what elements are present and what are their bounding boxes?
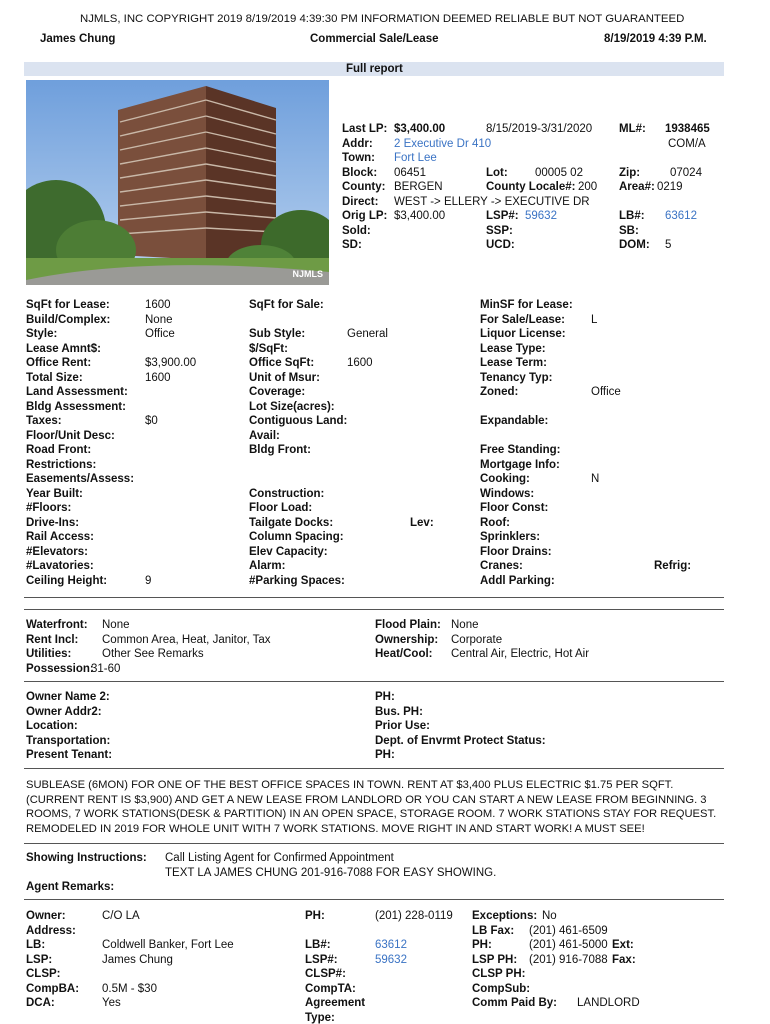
feature-value: Other See Remarks [102,648,204,660]
feature-label: Heat/Cool: [375,648,433,660]
detail-label: #Parking Spaces: [249,574,345,587]
county-locale-value: 200 [578,181,598,193]
detail-value [145,443,196,458]
detail-label: Road Front: [26,444,92,456]
detail-value: None [145,313,173,326]
showing-line-2: TEXT LA JAMES CHUNG 201-916-7088 FOR EASY SHOWING. [165,866,497,879]
divider [24,609,724,610]
detail-value [591,342,621,357]
feature-label: Ownership: [375,633,439,646]
divider [24,597,724,598]
detail-value [145,429,196,444]
detail-label: Office SqFt: [249,357,315,369]
detail-value: $0 [145,415,158,427]
feature-label: Utilities: [26,648,72,660]
owner-label: Owner Name 2: [26,691,110,703]
detail-value [347,400,388,415]
detail-value [347,472,388,487]
detail-label: Mortgage Info: [480,458,560,471]
footer-label: Exceptions: [472,910,538,922]
possession-value: 31-60 [91,662,121,675]
feature-label: Possession: [26,662,94,675]
footer-label: CompSub: [472,982,531,995]
footer-value: James Chung [102,953,173,966]
detail-value [591,356,621,371]
detail-value: General [347,328,388,340]
dom-label: DOM: [619,239,650,251]
photo-watermark: NJMLS [292,269,323,279]
detail-value [347,443,388,458]
lot-value: 00005 02 [535,166,583,179]
detail-value [145,342,196,357]
agent-name: James Chung [40,33,116,45]
detail-label: Ceiling Height: [26,574,108,587]
detail-value: N [591,473,600,485]
detail-label: Cranes: [480,560,523,572]
report-title: Full report [346,63,403,75]
detail-value [347,313,388,328]
detail-label: Total Size: [26,371,83,384]
footer-label: LSP#: [305,953,338,966]
owner-label: Transportation: [26,734,111,747]
detail-value [347,559,388,574]
detail-value [347,458,388,473]
footer-label: CompBA: [26,982,80,995]
detail-value: 9 [145,574,152,587]
detail-value [347,342,388,357]
detail-value [591,371,621,386]
zip-value: 07024 [670,166,702,179]
footer-lsp-link[interactable]: 59632 [375,953,407,966]
detail-label: Office Rent: [26,357,92,369]
detail-value [591,298,621,313]
divider [24,899,724,900]
summary-label: Addr: [342,137,373,150]
lb-fax-value: (201) 461-6509 [529,924,608,937]
footer-col1-values [102,909,234,1011]
detail-label: Avail: [249,429,280,442]
feature-label: Rent Incl: [26,633,79,646]
features-right-labels [375,618,441,662]
listing-type: Commercial Sale/Lease [310,33,439,45]
detail-label: Floor Const: [480,502,549,514]
detail-value [591,530,621,545]
owner-label: Dept. of Envrmt Protect Status: [375,734,546,747]
detail-label: Style: [26,328,58,340]
lsp-link[interactable]: 59632 [525,210,557,222]
report-datetime: 8/19/2019 4:39 P.M. [604,33,707,45]
footer-label [305,924,365,939]
detail-label: Land Assessment: [26,386,128,398]
ssp-label: SSP: [486,224,513,237]
detail-label: #Elevators: [26,545,89,558]
detail-label [249,313,347,328]
detail-value [145,501,196,516]
comm-paid-by-value: LANDLORD [577,997,640,1009]
detail-value: L [591,313,598,326]
details-col1-labels [26,298,134,588]
county-locale-label: County Locale#: [486,181,576,193]
detail-label: Bldg Front: [249,444,311,456]
footer-label: DCA: [26,997,55,1009]
footer-label: LSP PH: [472,953,518,966]
county-value: BERGEN [394,181,443,193]
divider [24,843,724,844]
detail-value [145,400,196,415]
summary-label: Block: [342,166,378,179]
detail-value [591,400,621,415]
agent-remarks-label: Agent Remarks: [26,881,115,893]
dom-value: 5 [665,239,672,251]
detail-label: Sprinklers: [480,531,541,543]
detail-label: Rail Access: [26,531,94,543]
property-class: COM/A [668,137,706,150]
detail-value [591,414,621,429]
detail-label: MinSF for Lease: [480,299,573,311]
summary-label: Town: [342,152,375,164]
summary-label: Last LP: [342,123,388,135]
detail-value [591,501,621,516]
detail-label: Floor/Unit Desc: [26,429,115,442]
detail-label: Tailgate Docks: [249,516,334,529]
detail-value [145,472,196,487]
footer-label: CLSP: [26,968,61,980]
detail-label: SqFt for Sale: [249,299,324,311]
detail-value [347,574,388,589]
detail-value: 1600 [145,371,171,384]
detail-value [347,545,388,560]
lb-phone-value: (201) 461-5000 [529,939,608,951]
footer-label: Address: [26,924,76,937]
detail-label: Column Spacing: [249,531,344,543]
footer-label: LB: [26,939,46,951]
footer-col1-labels [26,909,79,1011]
copyright-line: NJMLS, INC COPYRIGHT 2019 8/19/2019 4:39:30 PM INFORMATION DEEMED RELIABLE BUT NOT GUARANTEED [80,13,685,25]
detail-value [591,443,621,458]
owner-left-labels [26,690,112,763]
divider [24,768,724,769]
detail-value [145,385,196,400]
detail-value: 1600 [145,299,171,311]
detail-label: Addl Parking: [480,574,555,587]
feature-label: Flood Plain: [375,619,441,631]
detail-label: Unit of Msur: [249,371,320,384]
town-link[interactable]: Fort Lee [394,152,437,164]
detail-value [145,458,196,473]
detail-label: Tenancy Typ: [480,371,553,384]
detail-label: Year Built: [26,487,83,500]
showing-instructions-label: Showing Instructions: [26,852,147,864]
footer-label: LB Fax: [472,924,515,937]
detail-label: Restrictions: [26,458,97,471]
detail-label [249,458,347,473]
footer-value [102,967,234,982]
features-left-labels [26,618,94,676]
detail-value [591,327,621,342]
detail-value [145,516,196,531]
listing-dates: 8/15/2019-3/31/2020 [486,123,593,135]
detail-value: Office [591,386,621,398]
detail-value: Office [145,328,175,340]
detail-label: #Floors: [26,502,72,514]
detail-label: $/SqFt: [249,342,288,355]
detail-value: $3,900.00 [145,357,197,369]
footer-label: LSP: [26,953,53,966]
owner-label: Bus. PH: [375,705,423,718]
detail-value [145,530,196,545]
detail-label [480,429,573,444]
detail-value [347,487,388,502]
details-col3-labels [480,298,573,588]
detail-label: Drive-Ins: [26,516,80,529]
detail-label: Free Standing: [480,444,561,456]
feature-value: None [102,619,130,631]
address-link[interactable]: 2 Executive Dr 410 [394,137,492,150]
footer-label: PH: [472,939,492,951]
footer-label: CLSP PH: [472,968,526,980]
showing-line-1: Call Listing Agent for Confirmed Appointment [165,852,394,864]
lsp-phone-value: (201) 916-7088 [529,953,608,966]
owner-label: Prior Use: [375,720,430,732]
zip-label: Zip: [619,166,641,179]
property-photo[interactable] [26,80,329,285]
detail-label: Lot Size(acres): [249,400,335,413]
detail-value [347,385,388,400]
detail-value [145,487,196,502]
summary-label: County: [342,181,386,193]
details-col3-values [591,298,621,588]
block-value: 06451 [394,166,426,179]
detail-label: Floor Drains: [480,545,552,558]
detail-label: Lease Term: [480,357,547,369]
detail-label: Elev Capacity: [249,545,328,558]
footer-label: Comm Paid By: [472,997,557,1009]
public-remarks: SUBLEASE (6MON) FOR ONE OF THE BEST OFFICE SPACES IN TOWN. RENT AT $3,400 PLUS ELECTRIC $1.75 PER SQFT. (CURRENT RENT IS $3,900) AND GET A NEW LEASE FROM LANDLORD OR YOU CAN START A NEW LEASE FROM BEGINNING. 3 ROOMS, 7 WORK STATIONS(DESK & PARTITION) IN AN OPEN SPACE, STORAGE ROOM. 7 WORK STATIONS STAY FOR REQUEST. REMODELED IN 2019 FOR WHOLE UNIT WITH 7 WORK STATIONS. MOVE RIGHT IN AND START WORK! A MUST SEE! [26,779,717,835]
detail-value [347,414,388,429]
detail-value [591,487,621,502]
detail-label: Zoned: [480,386,519,398]
detail-value [145,559,196,574]
detail-label: Bldg Assessment: [26,400,126,413]
detail-label: Coverage: [249,386,306,398]
detail-value [347,530,388,545]
sb-label: SB: [619,224,639,237]
detail-value [347,298,388,313]
detail-label: For Sale/Lease: [480,313,566,326]
owner-label: Owner Addr2: [26,705,102,718]
summary-label: Sold: [342,224,371,237]
detail-value: 1600 [347,357,373,369]
area-label: Area#: [619,181,655,193]
detail-value [347,501,388,516]
orig-list-price: $3,400.00 [394,210,446,222]
footer-value: Yes [102,997,121,1009]
detail-value [347,371,388,386]
detail-value [591,458,621,473]
feature-value: Common Area, Heat, Janitor, Tax [102,633,271,646]
area-value: 0219 [657,181,683,193]
lb-link[interactable]: 63612 [665,210,697,222]
detail-label: Construction: [249,487,325,500]
refrig-label: Refrig: [654,560,692,572]
detail-label: Cooking: [480,473,530,485]
footer-value: 0.5M - $30 [102,982,157,995]
feature-value: Central Air, Electric, Hot Air [451,648,590,660]
exceptions-value: No [542,910,557,922]
footer-lb-link[interactable]: 63612 [375,939,407,951]
ext-label: Ext: [612,939,634,951]
footer-label: LB#: [305,939,331,951]
footer-label: Agreement [305,997,366,1009]
detail-value [591,559,621,574]
feature-value: None [451,619,479,631]
footer-value [102,924,234,939]
detail-label: Expandable: [480,415,549,427]
detail-label: SqFt for Lease: [26,299,110,311]
details-col2-labels [249,298,347,588]
footer-col2-labels [305,909,365,1024]
detail-label: Contiguous Land: [249,415,348,427]
footer-label: Owner: [26,910,66,922]
detail-label: Taxes: [26,415,62,427]
ucd-label: UCD: [486,239,515,251]
owner-phone: (201) 228-0119 [375,910,453,922]
detail-label: Build/Complex: [26,313,111,326]
lb-label: LB#: [619,210,645,222]
footer-value: C/O LA [102,910,140,922]
summary-label: Direct: [342,195,379,208]
footer-label: CompTA: [305,982,356,995]
summary-label: Orig LP: [342,210,388,222]
owner-label: Location: [26,720,78,732]
detail-value [591,516,621,531]
lsp-label: LSP#: [486,210,519,222]
detail-label: Lease Amnt$: [26,342,101,355]
detail-value [347,516,388,531]
footer-label: Type: [305,1011,335,1024]
summary-label: SD: [342,239,362,251]
detail-value [145,545,196,560]
owner-label: PH: [375,691,395,703]
detail-value [591,574,621,589]
ml-number: 1938465 [665,123,710,135]
detail-label [480,400,573,415]
owner-right-labels [375,690,546,763]
feature-value: Corporate [451,633,503,646]
detail-label: Easements/Assess: [26,473,135,485]
detail-label: #Lavatories: [26,560,94,572]
detail-label: Alarm: [249,560,286,572]
detail-label: Windows: [480,487,535,500]
detail-label: Roof: [480,516,511,529]
owner-label: PH: [375,749,395,761]
detail-label: Lease Type: [480,342,546,355]
feature-label: Waterfront: [26,619,88,631]
summary-labels [342,122,387,253]
last-list-price: $3,400.00 [394,123,446,135]
footer-value: Coldwell Banker, Fort Lee [102,939,234,951]
detail-value [591,545,621,560]
owner-label: Present Tenant: [26,749,113,761]
ml-label: ML#: [619,123,646,135]
lot-label: Lot: [486,166,508,179]
details-col1-values [145,298,196,588]
detail-label: Sub Style: [249,328,306,340]
footer-label: PH: [305,910,325,922]
detail-value [591,429,621,444]
features-right-values [451,618,589,662]
lev-label: Lev: [410,516,434,529]
detail-label [249,472,347,487]
footer-label: CLSP#: [305,968,346,980]
details-col2-values [347,298,388,588]
detail-label: Floor Load: [249,502,313,514]
detail-label: Liquor License: [480,328,566,340]
features-left-values [102,618,271,662]
fax-label: Fax: [612,953,636,966]
detail-value [347,429,388,444]
divider [24,681,724,682]
directions-value: WEST -> ELLERY -> EXECUTIVE DR [394,195,590,208]
